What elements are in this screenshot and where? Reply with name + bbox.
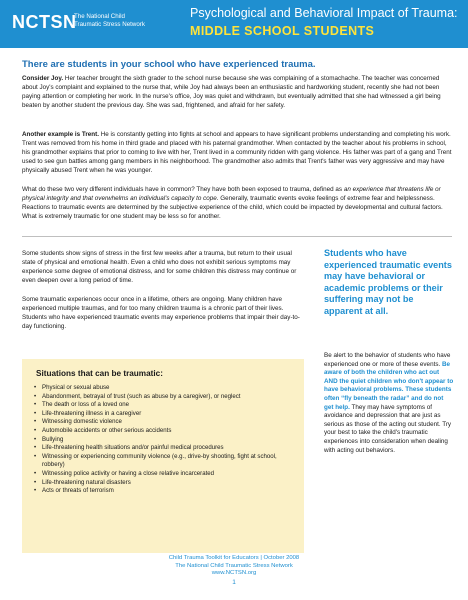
header-bar	[0, 0, 468, 48]
list-item: • Abandonment, betrayal of trust (such as abuse by a caregiver), or neglect	[34, 393, 298, 402]
page-number: 1	[232, 578, 236, 586]
list-item: • Life-threatening health situations and/or painful medical procedures	[34, 444, 298, 453]
trauma-definition: an experience that threatens life or physical integrity and that overwhelms an individual's capacity to cope.	[22, 186, 441, 202]
logo-wordmark: NCTSN	[12, 12, 77, 32]
stress-paragraph: Some students show signs of stress in the first few weeks after a trauma, but return to their usual state of physical and emotional health. Even a child who does not exhibit serious symptoms may experience some degree of emotional distress, and for some children this distress may continue or even deepen over a long period of time.	[22, 250, 297, 284]
list-item: • Automobile accidents or other serious accidents	[34, 427, 298, 436]
section-divider	[22, 236, 452, 237]
nctsn-logo	[12, 11, 162, 35]
list-item: • Witnessing police activity or having a close relative incarcerated	[34, 470, 298, 479]
trent-text: He is constantly getting into fights at school and appears to have significant problems understanding and completing his work. Trent was removed from his home in third grade and placed with his paternal grandmother. When contacted by the teacher about his problems in school, his grandmother explains that prior to coming to live with her, Trent lived in a community ridden with gang violence. His father was part of a gang and Trent used to see gun battles among gang members in his neighborhood. The grandmother also admits that Trent's father was very aggressive and may have physically abused Trent when he was younger.	[22, 131, 452, 174]
pull-quote: Students who have experienced traumatic events may have behavioral or academic problems or their suffering may not be apparent at all.	[324, 248, 452, 316]
joy-lead: Consider Joy.	[22, 75, 64, 82]
footer-toolkit-line: Child Trauma Toolkit for Educators | October 2008	[168, 555, 300, 561]
situations-title: Situations that can be traumatic:	[36, 369, 163, 378]
footer-network-line: The National Child Traumatic Stress Network	[175, 562, 293, 569]
list-item: • Witnessing or experiencing community violence (e.g., drive-by shooting, fight at school, robbery)	[34, 453, 298, 470]
list-item: • The death or loss of a loved one	[34, 401, 298, 410]
page-title: Psychological and Behavioral Impact of Trauma:	[190, 6, 458, 20]
situations-list	[34, 384, 298, 496]
chronic-trauma-paragraph: Some traumatic experiences occur once in a lifetime, others are ongoing. Many children have experienced multiple traumas, and for too many children trauma is a chronic part of their lives. Students who have experienced traumatic events may experience problems that impair their day-to-day functioning.	[22, 296, 300, 330]
list-item: • Bullying	[34, 436, 298, 445]
page-subtitle: MIDDLE SCHOOL STUDENTS	[190, 24, 375, 38]
list-item: • Acts or threats of terrorism	[34, 487, 298, 496]
list-item: • Life-threatening illness in a caregiver	[34, 410, 298, 419]
logo-subtitle: The National Child Traumatic Stress Network	[74, 13, 145, 28]
trent-lead: Another example is Trent.	[22, 131, 99, 138]
trent-paragraph	[22, 131, 452, 176]
joy-paragraph	[22, 75, 452, 111]
list-item: • Witnessing domestic violence	[34, 418, 298, 427]
list-item: • Life-threatening natural disasters	[34, 479, 298, 488]
section-heading: There are students in your school who have experienced trauma.	[22, 59, 316, 70]
page-footer	[0, 555, 468, 586]
trauma-definition-paragraph: What do these two very different individuals have in common? They have both been exposed to trauma, defined as an experience that threatens life or physical integrity and that overwhelms an individual's capacity to cope. Generally, traumatic events evoke feelings of extreme fear and helplessness. Reactions to traumatic events are determined by the subjective experience of the child, which could be impacted by developmental and cultural factors. What is extremely traumatic for one student may be less so for another.	[22, 186, 443, 220]
situations-box	[22, 359, 304, 553]
footer-url: www.NCTSN.org	[211, 570, 257, 577]
joy-text: Her teacher brought the sixth grader to the school nurse because she was complaining of a stomachache. The teacher was concerned about Joy's complaint and explained to the nurse that, while Joy had always been an enthusiastic and hardworking student, recently she had not been paying attention or completing her work. In the nurse's office, Joy was quiet and withdrawn, but eventually admitted that she had witnessed a girl being beaten by another student the previous day. She was sad, frightened, and afraid for her safety.	[22, 75, 441, 109]
alert-highlight: Be aware of both the children who act out AND the quiet children who don't appear to have behavioral problems. These students often “fly beneath the radar” and do not get help.	[324, 360, 454, 411]
list-item: • Physical or sexual abuse	[34, 384, 298, 393]
alert-paragraph: Be alert to the behavior of students who have experienced one or more of these events. Be aware of both the children who act out AND the quiet children who don't appear to have behavioral problems. These students often “fly beneath the radar” and do not get help. They may have symptoms of avoidance and depression that are just as serious as those of the acting out student. Try your best to take the child's traumatic experiences into consideration when dealing with acting out behaviors.	[324, 352, 454, 454]
